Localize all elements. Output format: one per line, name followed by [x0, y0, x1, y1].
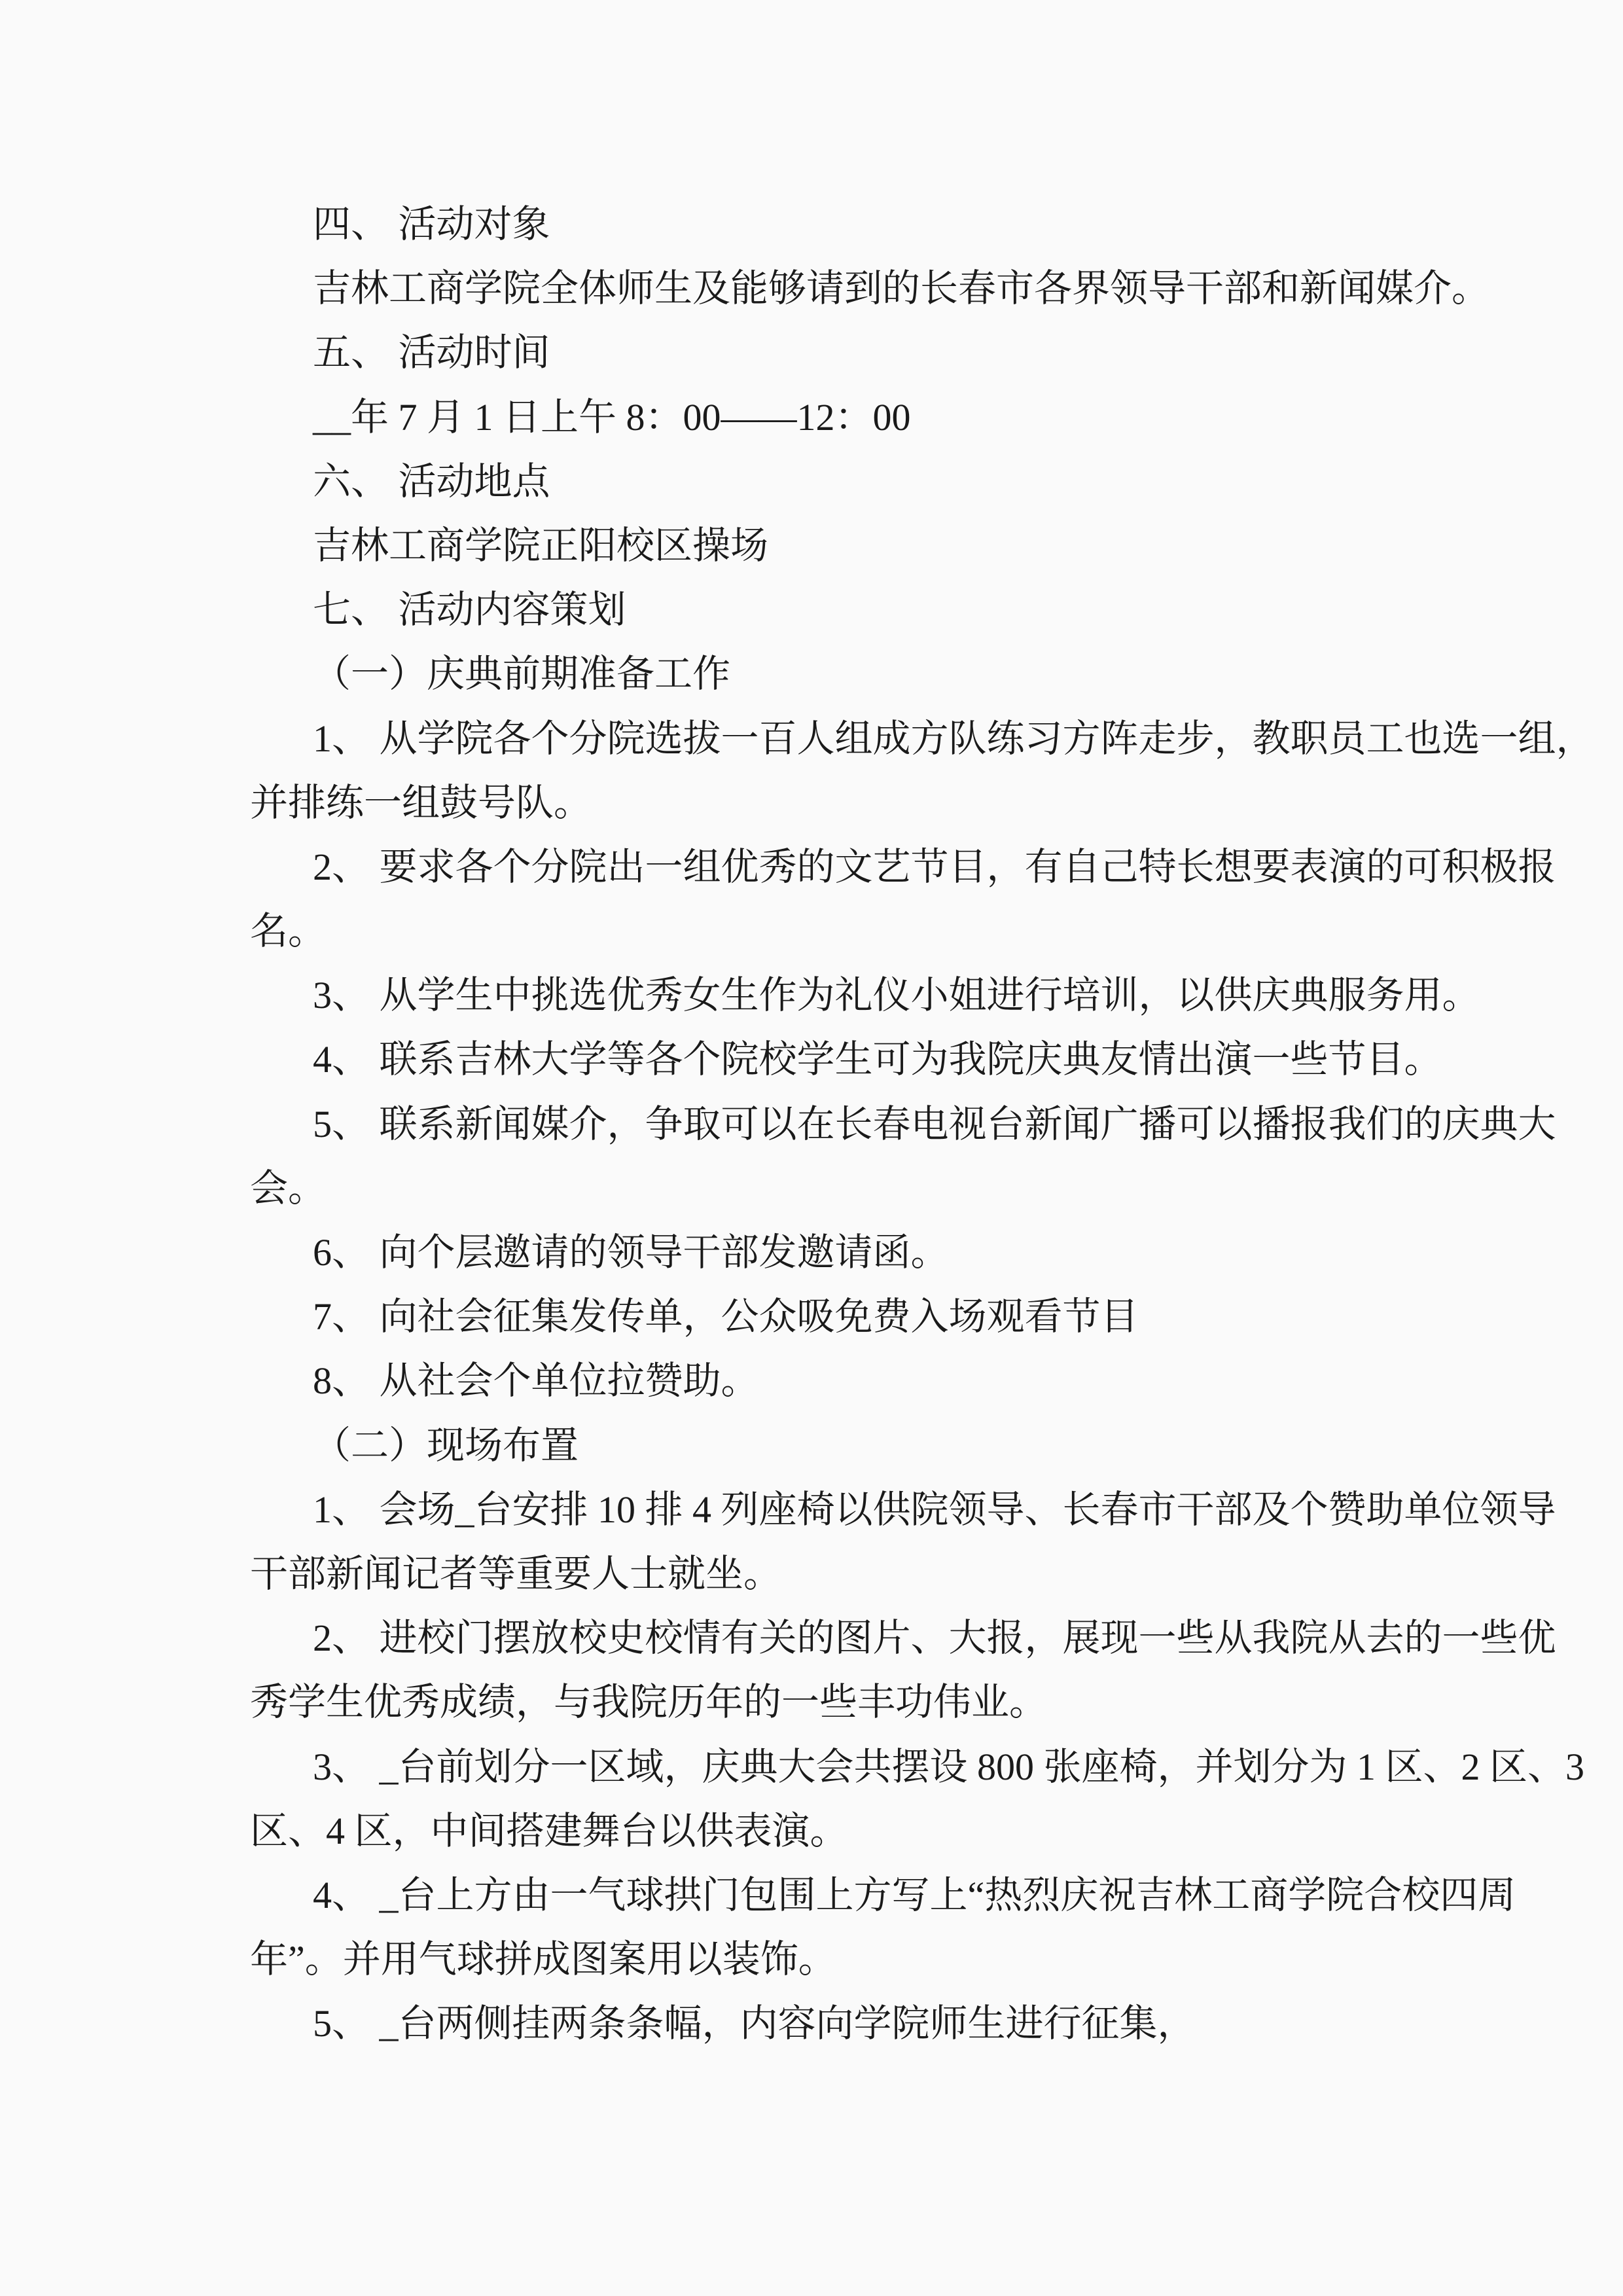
text-line: （一）庆典前期准备工作	[313, 653, 731, 696]
text-line: 3、 从学生中挑选优秀女生作为礼仪小姐进行培训，以供庆典服务用。	[313, 974, 1480, 1017]
text-line: 5、 联系新闻媒介，争取可以在长春电视台新闻广播可以播报我们的庆典大	[313, 1102, 1556, 1145]
text-line: 吉林工商学院正阳校区操场	[313, 524, 769, 567]
text-line: 8、 从社会个单位拉赞助。	[313, 1359, 759, 1403]
text-line: 2、 要求各个分院出一组优秀的文艺节目，有自己特长想要表演的可积极报	[313, 845, 1556, 888]
text-line: 4、 联系吉林大学等各个院校学生可为我院庆典友情出演一些节目。	[313, 1038, 1442, 1081]
text-line: 五、 活动时间	[313, 331, 550, 374]
text-line: 六、 活动地点	[313, 459, 550, 503]
text-line: 1、 会场_台安排 10 排 4 列座椅以供院领导、长春市干部及个赞助单位领导	[313, 1488, 1556, 1531]
text-line: 并排练一组鼓号队。	[250, 781, 592, 824]
text-line: 2、 进校门摆放校史校情有关的图片、大报，展现一些从我院从去的一些优	[313, 1617, 1556, 1660]
text-line: 秀学生优秀成绩，与我院历年的一些丰功伟业。	[250, 1681, 1048, 1724]
text-line: 区、4 区，中间搭建舞台以供表演。	[250, 1809, 848, 1852]
text-line: 3、 _台前划分一区域，庆典大会共摆设 800 张座椅，并划分为 1 区、2 区、3	[313, 1745, 1585, 1788]
text-line: 会。	[250, 1166, 327, 1210]
document-body	[250, 192, 1594, 2056]
text-line: 吉林工商学院全体师生及能够请到的长春市各界领导干部和新闻媒介。	[313, 267, 1490, 310]
text-line: 5、 _台两侧挂两条条幅，内容向学院师生进行征集，	[313, 2002, 1196, 2045]
text-line: 4、 _台上方由一气球拱门包围上方写上“热烈庆祝吉林工商学院合校四周	[313, 1873, 1516, 1916]
text-line: 年”。并用气球拼成图案用以装饰。	[250, 1938, 836, 1981]
text-line: 干部新闻记者等重要人士就坐。	[250, 1552, 782, 1595]
text-line: 1、 从学院各个分院选拔一百人组成方队练习方阵走步，教职员工也选一组，	[313, 717, 1594, 760]
text-line: __年 7 月 1 日上午 8：00——12：00	[313, 395, 911, 439]
text-line: 7、 向社会征集发传单，公众吸免费入场观看节目	[313, 1295, 1139, 1338]
text-line: 四、 活动对象	[313, 203, 550, 245]
text-line: 6、 向个层邀请的领导干部发邀请函。	[313, 1231, 949, 1274]
text-line: 名。	[250, 910, 327, 953]
text-line: （二）现场布置	[313, 1424, 579, 1467]
text-line: 七、 活动内容策划	[313, 588, 626, 632]
